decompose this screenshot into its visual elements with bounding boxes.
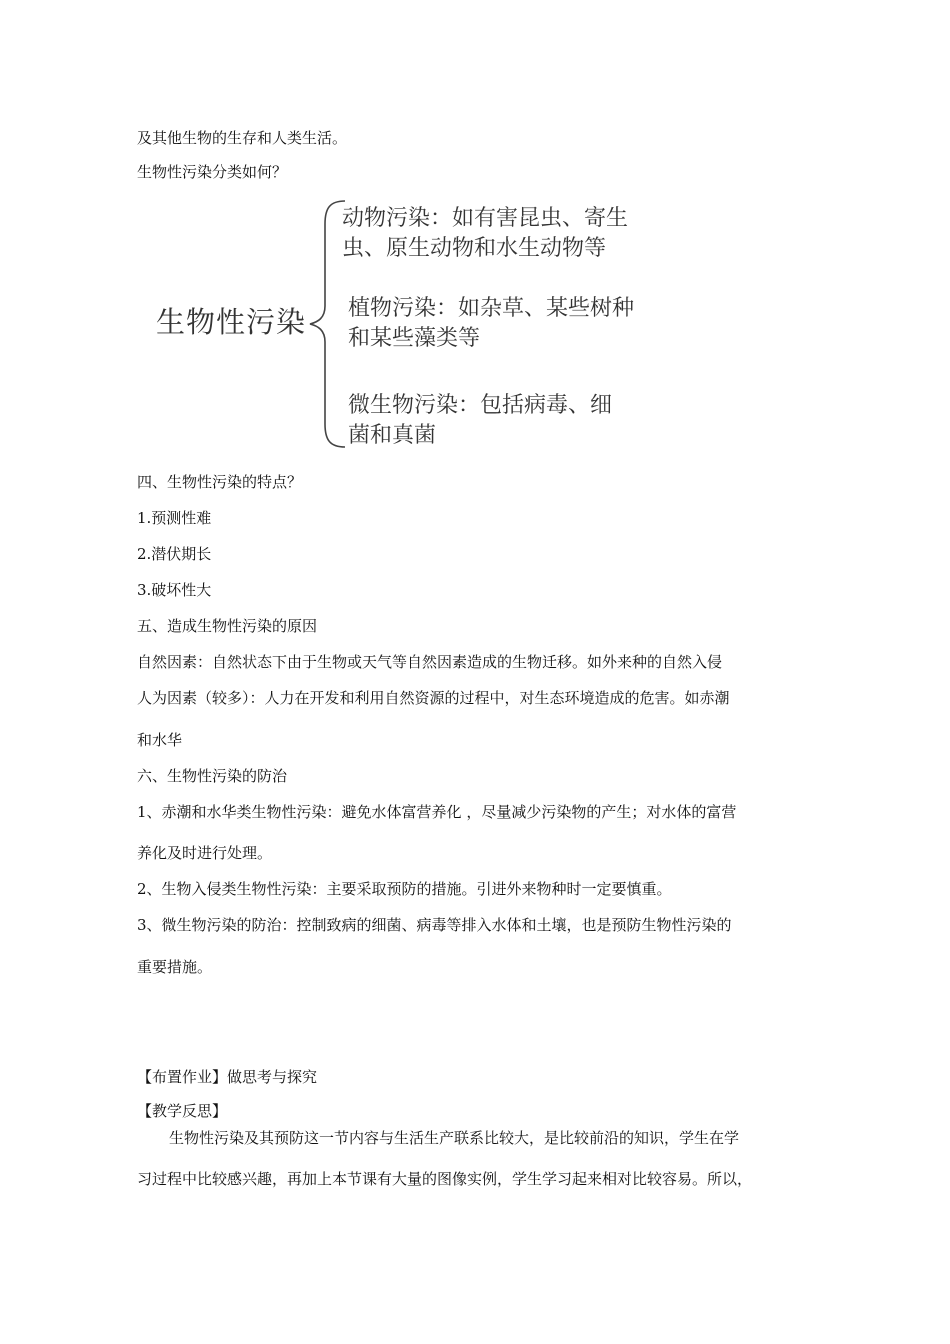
branch-animal-line2: 虫、原生动物和水生动物等 [342,236,607,261]
question: 生物性污染分类如何？ [137,163,288,181]
branch-plant [348,294,634,354]
measure-3: 3、微生物污染的防治：控制致病的细菌、病毒等排入水体和土壤，也是预防生物性污染的 [137,916,732,934]
section5-heading: 五、造成生物性污染的原因 [137,617,318,635]
homework: 【布置作业】做思考与探究 [137,1068,318,1086]
branch-plant-line2: 和某些藻类等 [348,326,481,351]
branch-animal-line1: 动物污染：如有害昆虫、寄生 [342,206,629,231]
paragraph: 及其他生物的生存和人类生活。 [137,129,348,147]
reflection-text-cont: 习过程中比较感兴趣，再加上本节课有大量的图像实例，学生学习起来相对比较容易。所以， [137,1170,753,1188]
branch-microbe-line2: 菌和真菌 [348,423,437,448]
branch-plant-line1: 植物污染：如杂草、某些树种 [348,296,635,321]
section4-item: 1.预测性难 [137,509,212,527]
reflection-heading: 【教学反思】 [137,1102,228,1120]
classification-diagram [150,196,710,452]
measure-3-cont: 重要措施。 [137,958,213,976]
natural-factors: 自然因素：自然状态下由于生物或天气等自然因素造成的生物迁移。如外来种的自然入侵 [137,653,723,671]
section4-heading: 四、生物性污染的特点？ [137,473,303,491]
branch-microbe-line1: 微生物污染：包括病毒、细 [348,393,613,418]
branch-animal [342,204,628,264]
human-factors-cont: 和水华 [137,731,183,749]
diagram-root: 生物性污染 [156,305,307,339]
measure-2: 2、生物入侵类生物性污染：主要采取预防的措施。引进外来物种时一定要慎重。 [137,880,672,898]
measure-1-cont: 养化及时进行处理。 [137,844,273,862]
section6-heading: 六、生物性污染的防治 [137,767,288,785]
section4-item: 2.潜伏期长 [137,545,212,563]
branch-microbe [348,391,612,451]
human-factors: 人为因素（较多）：人力在开发和利用自然资源的过程中，对生态环境造成的危害。如赤潮 [137,689,730,707]
reflection-text: 生物性污染及其预防这一节内容与生活生产联系比较大，是比较前沿的知识，学生在学 [169,1129,740,1147]
section4-item: 3.破坏性大 [137,581,212,599]
measure-1: 1、赤潮和水华类生物性污染：避免水体富营养化 ，尽量减少污染物的产生；对水体的富营 [137,803,737,821]
